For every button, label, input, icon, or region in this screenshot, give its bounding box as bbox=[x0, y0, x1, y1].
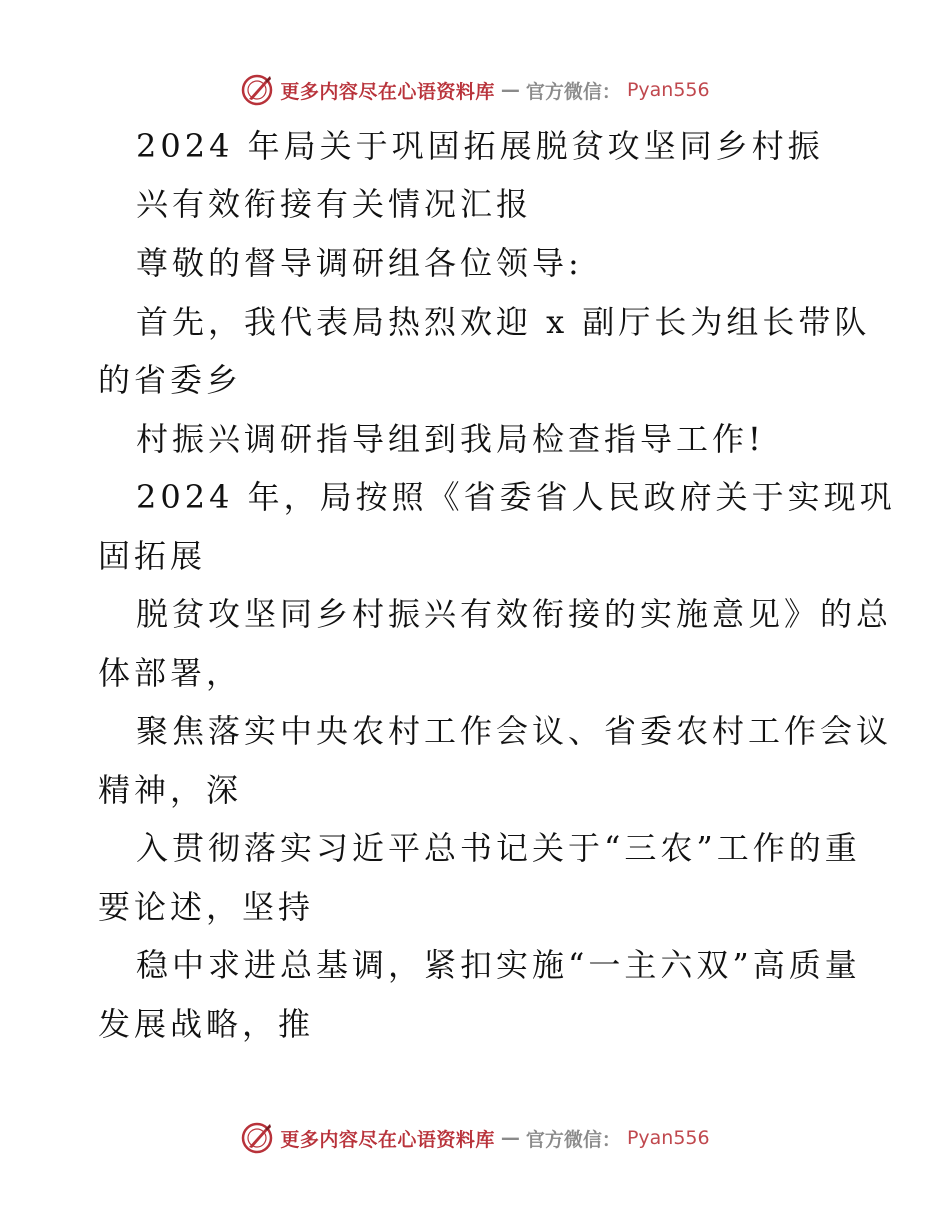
paragraph-line: 入贯彻落实习近平总书记关于“三农”工作的重 bbox=[136, 829, 861, 867]
document-title-line-2: 兴有效衔接有关情况汇报 bbox=[136, 185, 533, 223]
paragraph-line: 固拓展 bbox=[98, 537, 207, 575]
banner-main-text: 更多内容尽在心语资料库 bbox=[280, 1128, 495, 1151]
paragraph-line: 的省委乡 bbox=[98, 361, 243, 399]
paragraph-line: 精神，深 bbox=[98, 771, 243, 809]
footer-watermark-banner bbox=[0, 1118, 950, 1158]
banner-dash: — bbox=[500, 79, 520, 101]
paragraph-line: 2024 年，局按照《省委省人民政府关于实现巩 bbox=[136, 478, 896, 516]
quill-pen-logo-icon bbox=[240, 1121, 274, 1155]
banner-account-label: 官方微信： bbox=[525, 1128, 621, 1151]
paragraph-line: 稳中求进总基调，紧扣实施“一主六双”高质量 bbox=[136, 946, 861, 984]
paragraph-line: 首先，我代表局热烈欢迎 x 副厅长为组长带队 bbox=[136, 303, 871, 341]
quill-pen-logo-icon bbox=[240, 73, 274, 107]
header-watermark-banner bbox=[0, 70, 950, 110]
paragraph-line: 发展战略，推 bbox=[98, 1005, 315, 1043]
document-title-line-1: 2024 年局关于巩固拓展脱贫攻坚同乡村振 bbox=[136, 127, 824, 165]
paragraph-line: 村振兴调研指导组到我局检查指导工作! bbox=[136, 420, 765, 458]
banner-account-id: Pyan556 bbox=[626, 1127, 710, 1149]
banner-main-text: 更多内容尽在心语资料库 bbox=[280, 80, 495, 103]
banner-account-id: Pyan556 bbox=[626, 79, 710, 101]
paragraph-line: 体部署， bbox=[98, 654, 243, 692]
paragraph-line: 脱贫攻坚同乡村振兴有效衔接的实施意见》的总 bbox=[136, 595, 893, 633]
paragraph-line: 聚焦落实中央农村工作会议、省委农村工作会议 bbox=[136, 712, 893, 750]
document-salutation: 尊敬的督导调研组各位领导: bbox=[136, 244, 583, 282]
banner-account-label: 官方微信： bbox=[525, 80, 621, 103]
paragraph-line: 要论述，坚持 bbox=[98, 888, 315, 926]
banner-dash: — bbox=[500, 1127, 520, 1149]
